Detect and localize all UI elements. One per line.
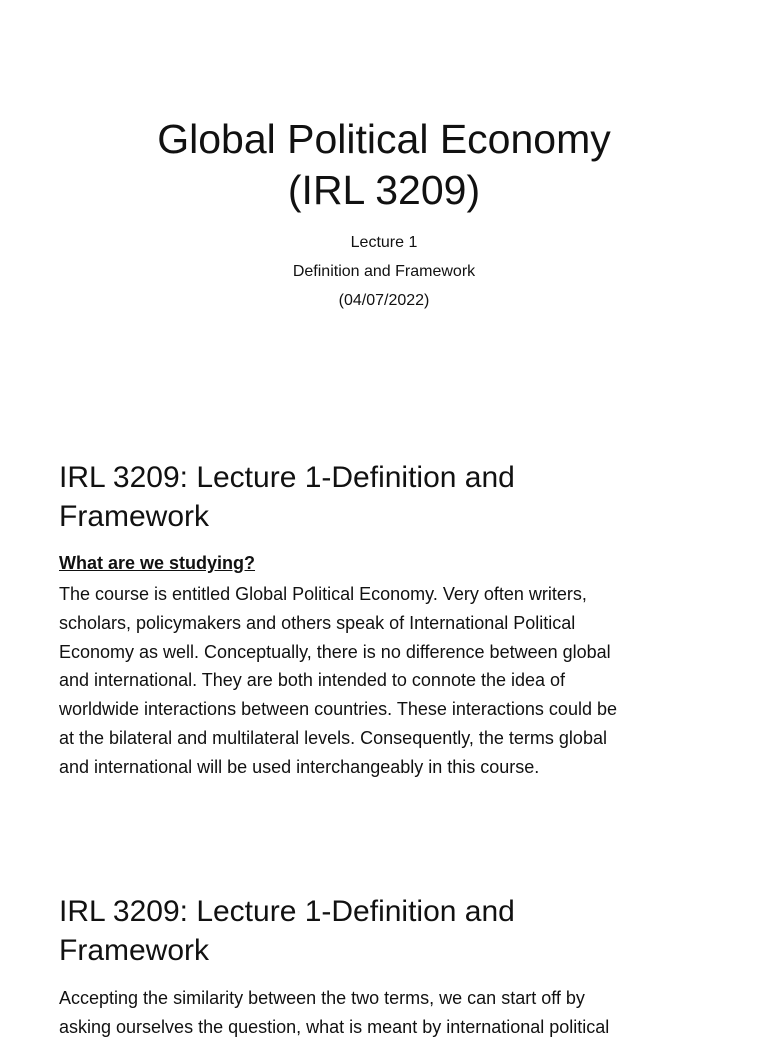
slide-heading-line-2: Framework bbox=[59, 500, 210, 533]
paragraph-line: Accepting the similarity between the two terms, we can start off by bbox=[59, 988, 585, 1008]
paragraph-line: The course is entitled Global Political Economy. Very often writers, bbox=[59, 584, 587, 604]
slide-heading-line-1: IRL 3209: Lecture 1-Definition and bbox=[59, 461, 515, 494]
lecture-topic: Definition and Framework bbox=[292, 263, 476, 280]
lecture-number: Lecture 1 bbox=[350, 234, 418, 251]
slide-heading bbox=[59, 458, 719, 536]
slide-heading-line-1: IRL 3209: Lecture 1-Definition and bbox=[59, 895, 515, 928]
document-title bbox=[0, 114, 768, 216]
subtitle-block bbox=[0, 228, 768, 315]
slide-what-are-we-studying bbox=[59, 458, 719, 782]
section-subheading: What are we studying? bbox=[59, 553, 256, 573]
paragraph-line: and international. They are both intended to connote the idea of bbox=[59, 670, 566, 691]
paragraph-line: at the bilateral and multilateral levels. Consequently, the terms global bbox=[59, 727, 607, 748]
lecture-date: (04/07/2022) bbox=[338, 292, 430, 309]
paragraph-line: and international will be used interchangeably in this course. bbox=[59, 756, 540, 777]
slide-heading bbox=[59, 892, 719, 970]
slide-definition-continued bbox=[59, 892, 719, 1042]
title-line-2: (IRL 3209) bbox=[287, 167, 481, 213]
paragraph-line: scholars, policymakers and others speak of International Political bbox=[59, 612, 576, 633]
paragraph-line: asking ourselves the question, what is meant by international political bbox=[59, 1016, 610, 1037]
title-line-1: Global Political Economy bbox=[157, 116, 611, 162]
body-paragraph bbox=[59, 984, 719, 1042]
paragraph-line: worldwide interactions between countries. These interactions could be bbox=[59, 699, 617, 720]
slide-heading-line-2: Framework bbox=[59, 934, 210, 967]
paragraph-line: Economy as well. Conceptually, there is no difference between global bbox=[59, 641, 611, 662]
title-slide bbox=[0, 0, 768, 420]
body-paragraph bbox=[59, 580, 719, 782]
